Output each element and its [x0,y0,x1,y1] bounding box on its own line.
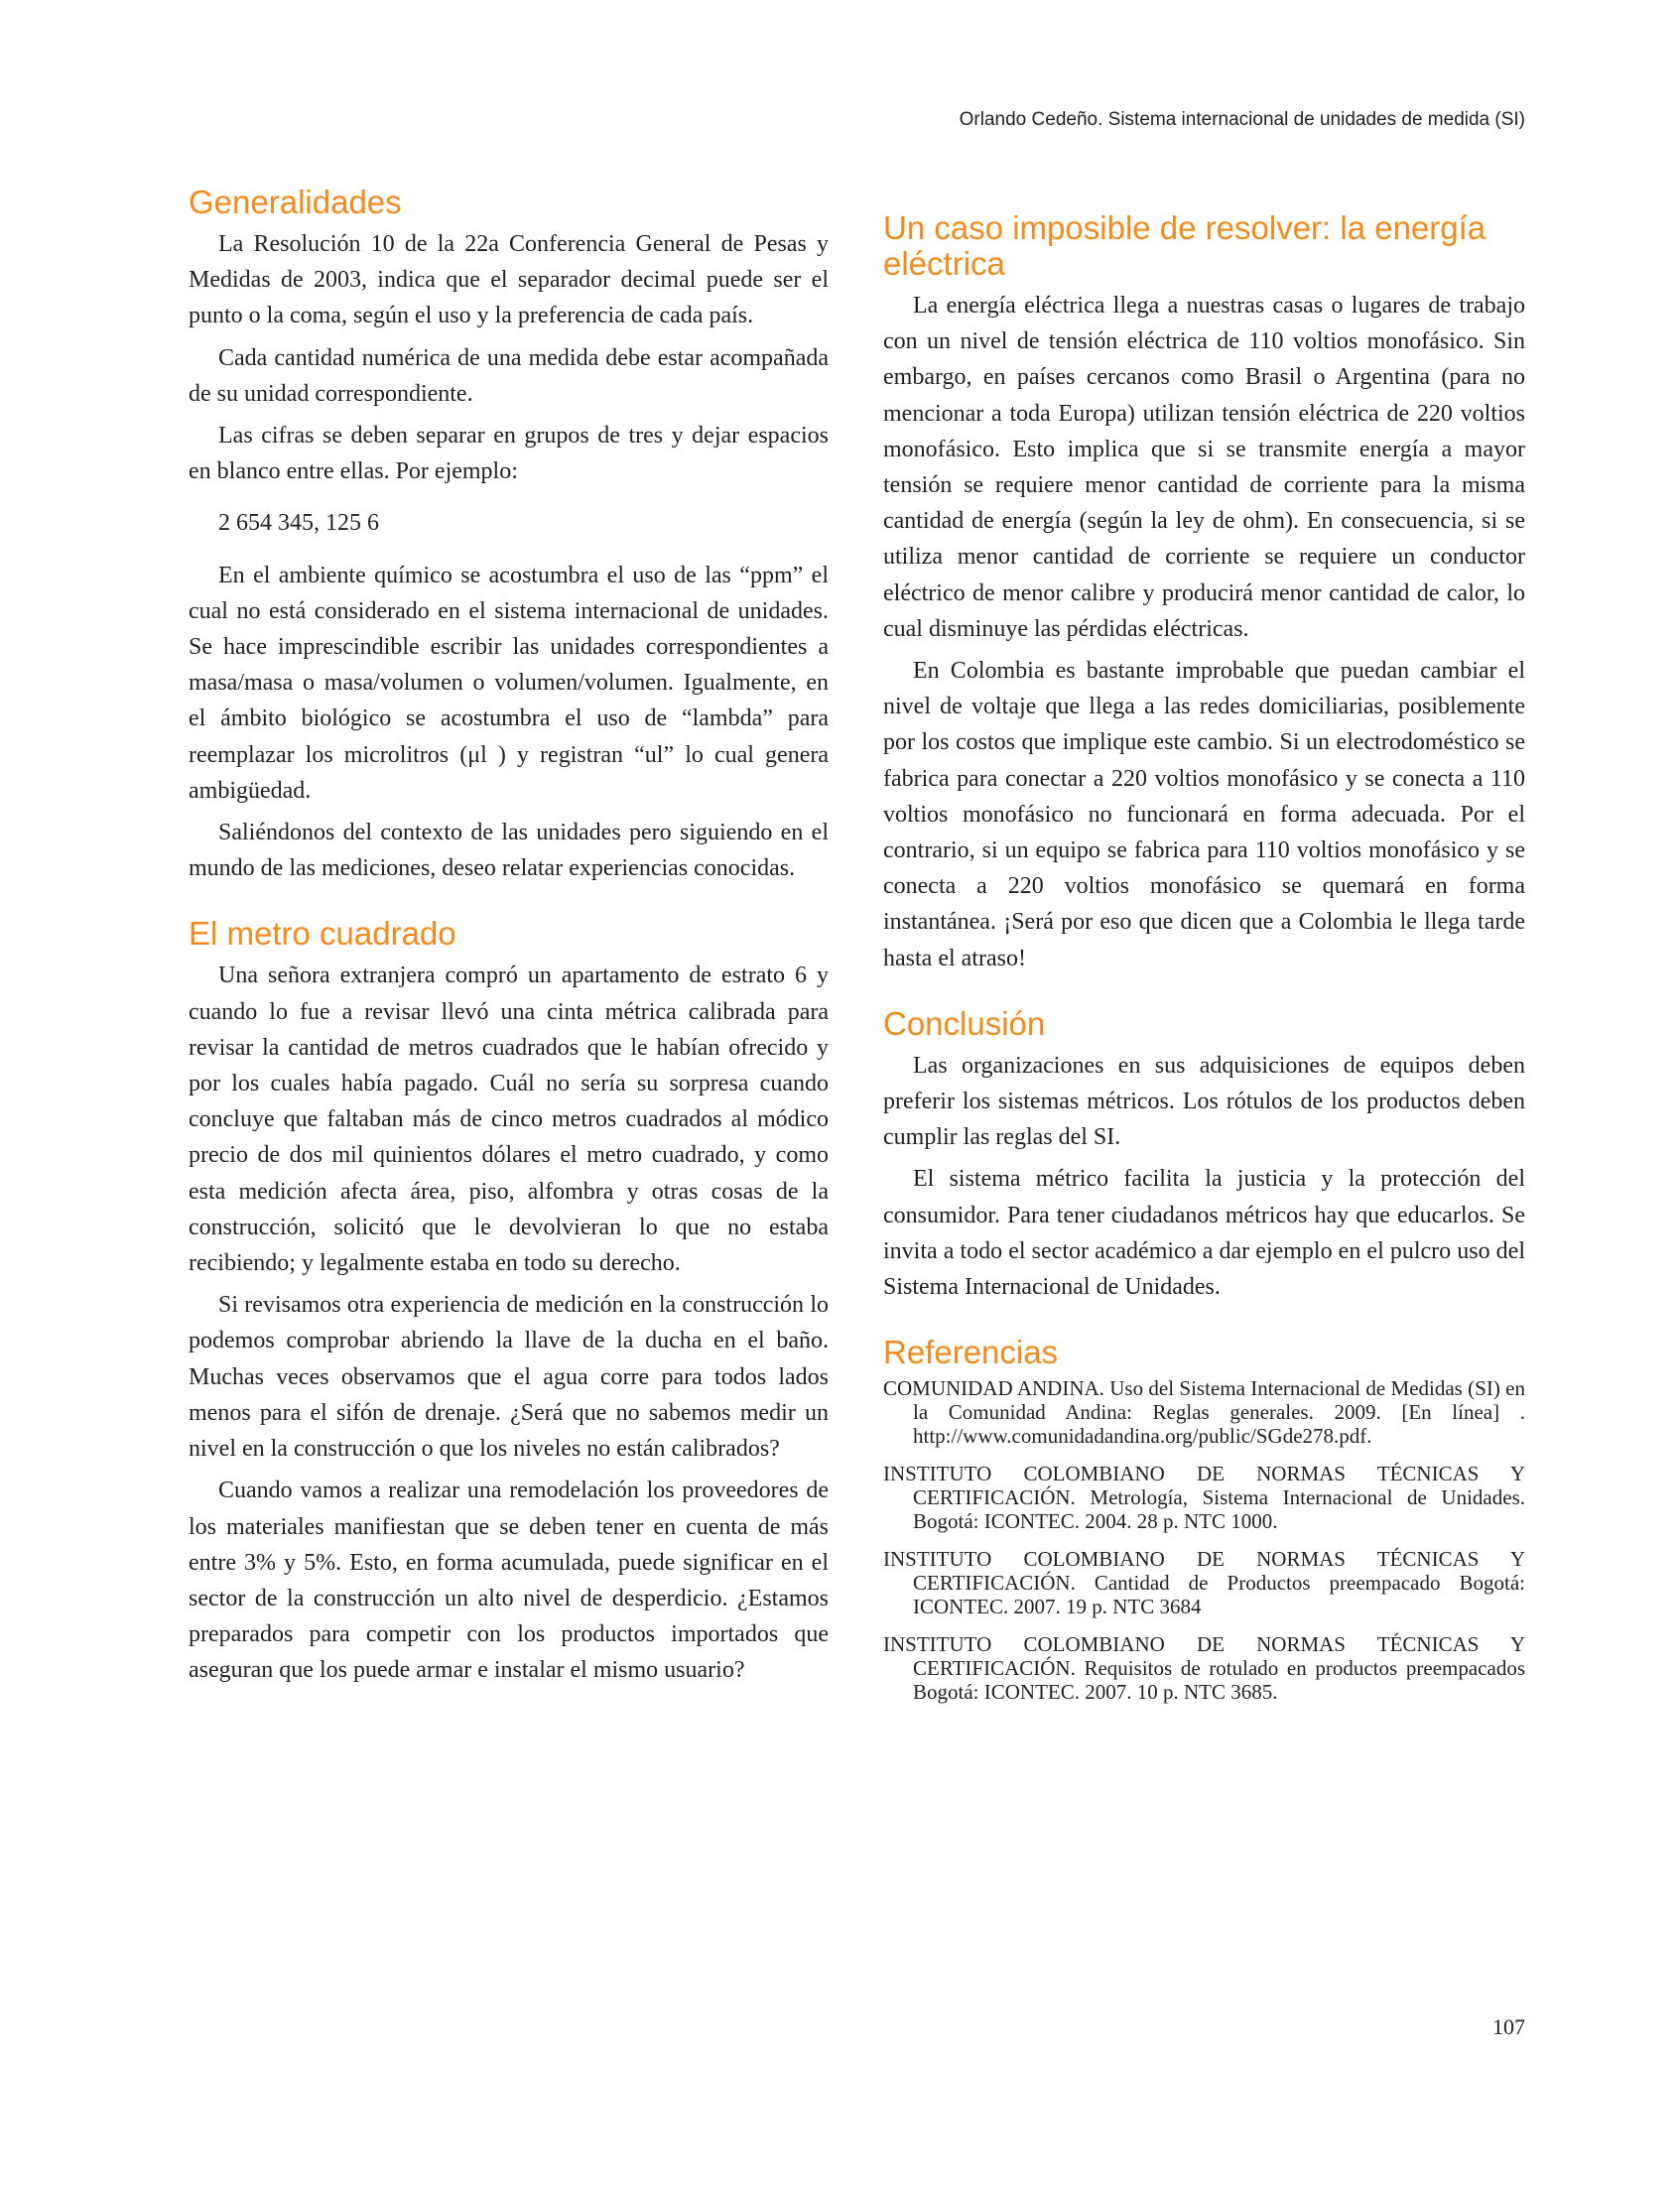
paragraph: Las organizaciones en sus adquisiciones de equipos deben preferir los sistemas métricos. Los rótulos de los productos deben cumplir las reglas del SI. [883,1052,1525,1151]
paragraph: El sistema métrico facilita la justicia y la protección del consumidor. Para tener ciudadanos métricos hay que educarlos. Se invita a todo el sector académico a dar ejemplo en el pulcro uso del Sistema Internacional de Unidades. [883,1166,1525,1301]
paragraph: En el ambiente químico se acostumbra el uso de las “ppm” el cual no está considerado en el sistema internacional de unidades. Se hace imprescindible escribir las unidades correspondientes a masa/masa o masa/volumen o volumen/volumen. Igualmente, en el ámbito biológico se acostumbra el uso de “lambda” para reemplazar los microlitros (μl ) y registran “ul” lo cual genera ambigüedad. [189,562,829,804]
paragraph: Una señora extranjera compró un apartamento de estrato 6 y cuando lo fue a revisar llevó una cinta métrica calibrada para revisar la cantidad de metros cuadrados que le habían ofrecido y por los cuales había pagado. Cuál no sería su sorpresa cuando concluye que faltaban más de cinco metros cuadrados al módico precio de dos mil quinientos dólares el metro cuadrado, y como esta medición afecta área, piso, alfombra y otras cosas de la construcción, solicitó que le devolvieran lo que no estaba recibiendo; y legalmente estaba en todo su derecho. [189,963,829,1277]
heading-conclusion: Conclusión [883,1004,1046,1042]
running-header: Orlando Cedeño. Sistema internacional de unidades de medida (SI) [959,109,1525,130]
heading-energia-electrica: Un caso imposible de resolver: la energía eléctrica [883,209,1486,282]
section-metro-cuadrado [189,916,829,1688]
number-example: 2 654 345, 125 6 [218,510,379,537]
paragraph: La Resolución 10 de la 22a Conferencia General de Pesas y Medidas de 2003, indica que el separador decimal puede ser el punto o la coma, según el uso y la preferencia de cada país. [189,231,829,329]
paragraph: En Colombia es bastante improbable que puedan cambiar el nivel de voltaje que llega a las redes domiciliarias, posiblemente por los costos que implique este cambio. Si un electrodoméstico se fabrica para conectar a 220 voltios monofásico y se conecta a 110 voltios monofásico no funcionará en forma adecuada. Por el contrario, si un equipo se fabrica para 110 voltios monofásico y se conecta a 220 voltios monofásico se quemará en forma instantánea. ¡Será por eso que dicen que a Colombia le llega tarde hasta el atraso! [883,658,1525,971]
reference-item: INSTITUTO COLOMBIANO DE NORMAS TÉCNICAS Y CERTIFICACIÓN. Requisitos de rotulado en productos preempacados Bogotá: ICONTEC. 2007. 10 p. NTC 3685. [883,1632,1525,1705]
heading-metro-cuadrado: El metro cuadrado [189,915,456,953]
section-conclusion [883,1006,1525,1305]
section-generalidades [189,185,829,886]
page-number: 107 [1492,2014,1525,2039]
left-column [189,185,829,1695]
paragraph: Las cifras se deben separar en grupos de tres y dejar espacios en blanco entre ellas. Por ejemplo: [189,423,829,485]
paragraph: Cada cantidad numérica de una medida debe estar acompañada de su unidad correspondiente. [189,344,829,407]
heading-generalidades: Generalidades [189,184,402,220]
reference-item: INSTITUTO COLOMBIANO DE NORMAS TÉCNICAS Y CERTIFICACIÓN. Metrología, Sistema Internacional de Unidades. Bogotá: ICONTEC. 2004. 28 p. NTC 1000. [883,1462,1525,1534]
reference-item: COMUNIDAD ANDINA. Uso del Sistema Internacional de Medidas (SI) en la Comunidad Andina: Reglas generales. 2009. [En línea] . http://www.comunidadandina.org/public/SGde278.pdf. [883,1376,1525,1449]
reference-item: INSTITUTO COLOMBIANO DE NORMAS TÉCNICAS Y CERTIFICACIÓN. Cantidad de Productos preempacado Bogotá: ICONTEC. 2007. 19 p. NTC 3684 [883,1547,1525,1619]
paragraph: La energía eléctrica llega a nuestras casas o lugares de trabajo con un nivel de tensión eléctrica de 110 voltios monofásico. Sin embargo, en países cercanos como Brasil o Argentina (para no mencionar a toda Europa) utilizan tensión eléctrica de 220 voltios monofásico. Esto implica que si se transmite energía a mayor tensión se requiere menor cantidad de corriente para la misma cantidad de energía (según la ley de ohm). En consecuencia, si se utiliza menor cantidad de corriente se requiere un conductor eléctrico de menor calibre y producirá menor cantidad de calor, lo cual disminuye las pérdidas eléctricas. [883,293,1525,642]
paragraph: Saliéndonos del contexto de las unidades pero siguiendo en el mundo de las mediciones, deseo relatar experiencias conocidas. [189,820,829,882]
heading-referencias: Referencias [883,1334,1059,1371]
paragraph: Si revisamos otra experiencia de medición en la construcción lo podemos comprobar abriendo la llave de la ducha en el baño. Muchas veces observamos que el agua corre para todos lados menos para el sifón de drenaje. ¿Será que no sabemos medir un nivel en la construcción o que los niveles no están calibrados? [189,1292,829,1463]
paragraph: Cuando vamos a realizar una remodelación los proveedores de los materiales manifiestan que se deben tener en cuenta de más entre 3% y 5%. Esto, en forma acumulada, puede significar en el sector de la construcción un alto nivel de desperdicio. ¿Estamos preparados para competir con los productos importados que aseguran que los puede armar e instalar el mismo usuario? [189,1478,829,1684]
section-referencias [883,1335,1525,1704]
section-energia-electrica [883,210,1525,976]
right-column [883,210,1525,1718]
